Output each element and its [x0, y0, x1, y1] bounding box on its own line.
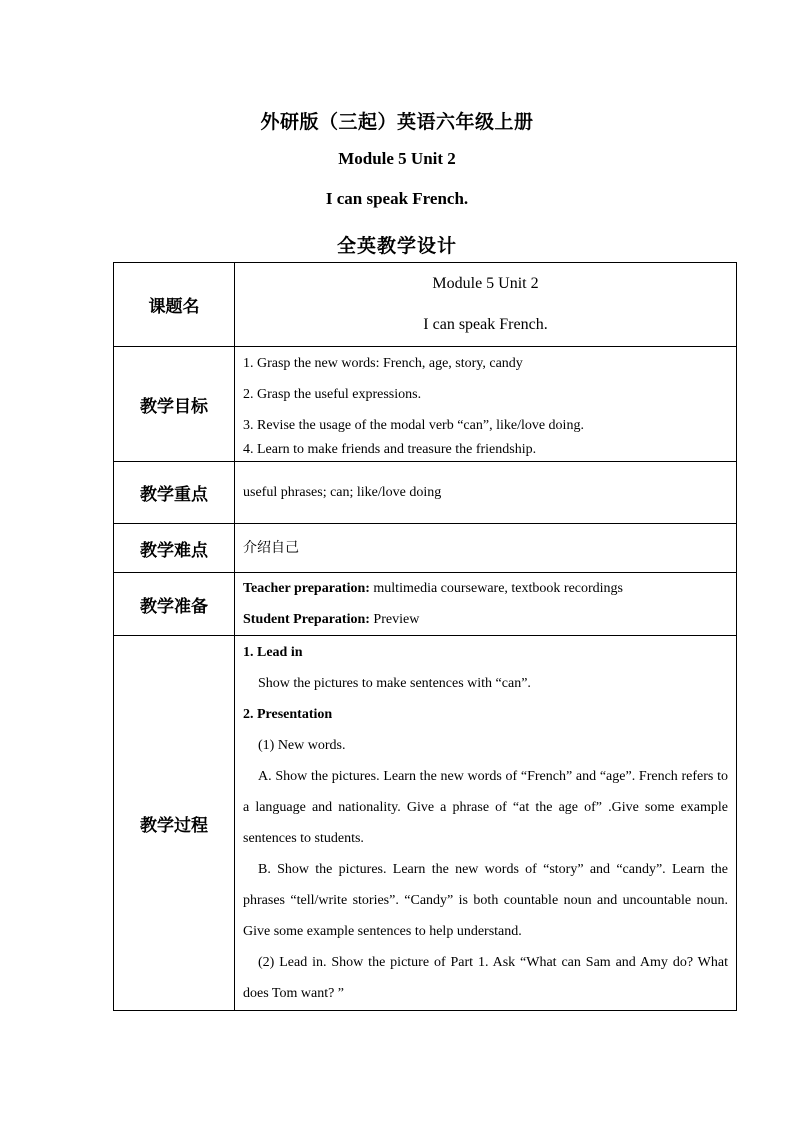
row-topic	[114, 263, 737, 347]
key-points-content	[235, 462, 737, 524]
objective-item: 2. Grasp the useful expressions.	[243, 387, 422, 402]
lesson-plan-table	[113, 262, 737, 1011]
student-preparation-label: Student Preparation:	[243, 612, 370, 627]
objective-item: 1. Grasp the new words: French, age, story, candy	[243, 356, 523, 371]
row-process	[114, 636, 737, 1011]
key-points-label: 教学重点	[114, 462, 235, 524]
objectives-content	[235, 347, 737, 462]
objective-item: 3. Revise the usage of the modal verb “can”, like/love doing.	[243, 418, 584, 433]
lesson-title: I can speak French.	[325, 189, 469, 208]
row-objectives	[114, 347, 737, 462]
process-paragraph: A. Show the pictures. Learn the new words of “French” and “age”. French refers to a language and nationality. Give a phrase of “at the age of” .Give some example sentences to students.	[243, 769, 728, 846]
row-preparation	[114, 573, 737, 636]
process-heading-presentation: 2. Presentation	[243, 707, 333, 722]
difficulties-content	[235, 524, 737, 573]
topic-label: 课题名	[114, 263, 235, 347]
topic-content	[235, 263, 737, 347]
teacher-preparation-label: Teacher preparation:	[243, 581, 370, 596]
difficulties-label: 教学难点	[114, 524, 235, 573]
row-key-points	[114, 462, 737, 524]
process-paragraph: B. Show the pictures. Learn the new words of “story” and “candy”. Learn the phrases “tell/write stories”. “Candy” is both countable noun and uncountable noun. Give some example sentences to help understand.	[243, 862, 728, 939]
row-difficulties	[114, 524, 737, 573]
topic-line-1: Module 5 Unit 2	[432, 275, 539, 292]
student-preparation-text: Preview	[369, 612, 420, 627]
module-unit-title: Module 5 Unit 2	[338, 149, 456, 168]
preparation-content	[235, 573, 737, 636]
teacher-preparation-text: multimedia courseware, textbook recordings	[369, 581, 623, 596]
student-preparation	[243, 599, 728, 630]
process-content	[235, 636, 737, 1011]
objective-item: 4. Learn to make friends and treasure the friendship.	[243, 442, 537, 457]
design-type-title: 全英教学设计	[336, 235, 457, 257]
preparation-label: 教学准备	[114, 573, 235, 636]
topic-line-2: I can speak French.	[423, 316, 548, 333]
process-paragraph: Show the pictures to make sentences with “can”.	[258, 676, 531, 691]
teacher-preparation	[243, 573, 728, 599]
process-label: 教学过程	[114, 636, 235, 1011]
textbook-title: 外研版（三起）英语六年级上册	[260, 111, 534, 133]
key-points-text: useful phrases; can; like/love doing	[243, 484, 442, 500]
process-paragraph: (2) Lead in. Show the picture of Part 1. Ask “What can Sam and Amy do? What does Tom want? ”	[243, 955, 728, 1001]
difficulties-text: 介绍自己	[243, 540, 299, 556]
process-heading-lead-in: 1. Lead in	[243, 645, 303, 660]
objectives-label: 教学目标	[114, 347, 235, 462]
process-paragraph: (1) New words.	[258, 738, 346, 753]
